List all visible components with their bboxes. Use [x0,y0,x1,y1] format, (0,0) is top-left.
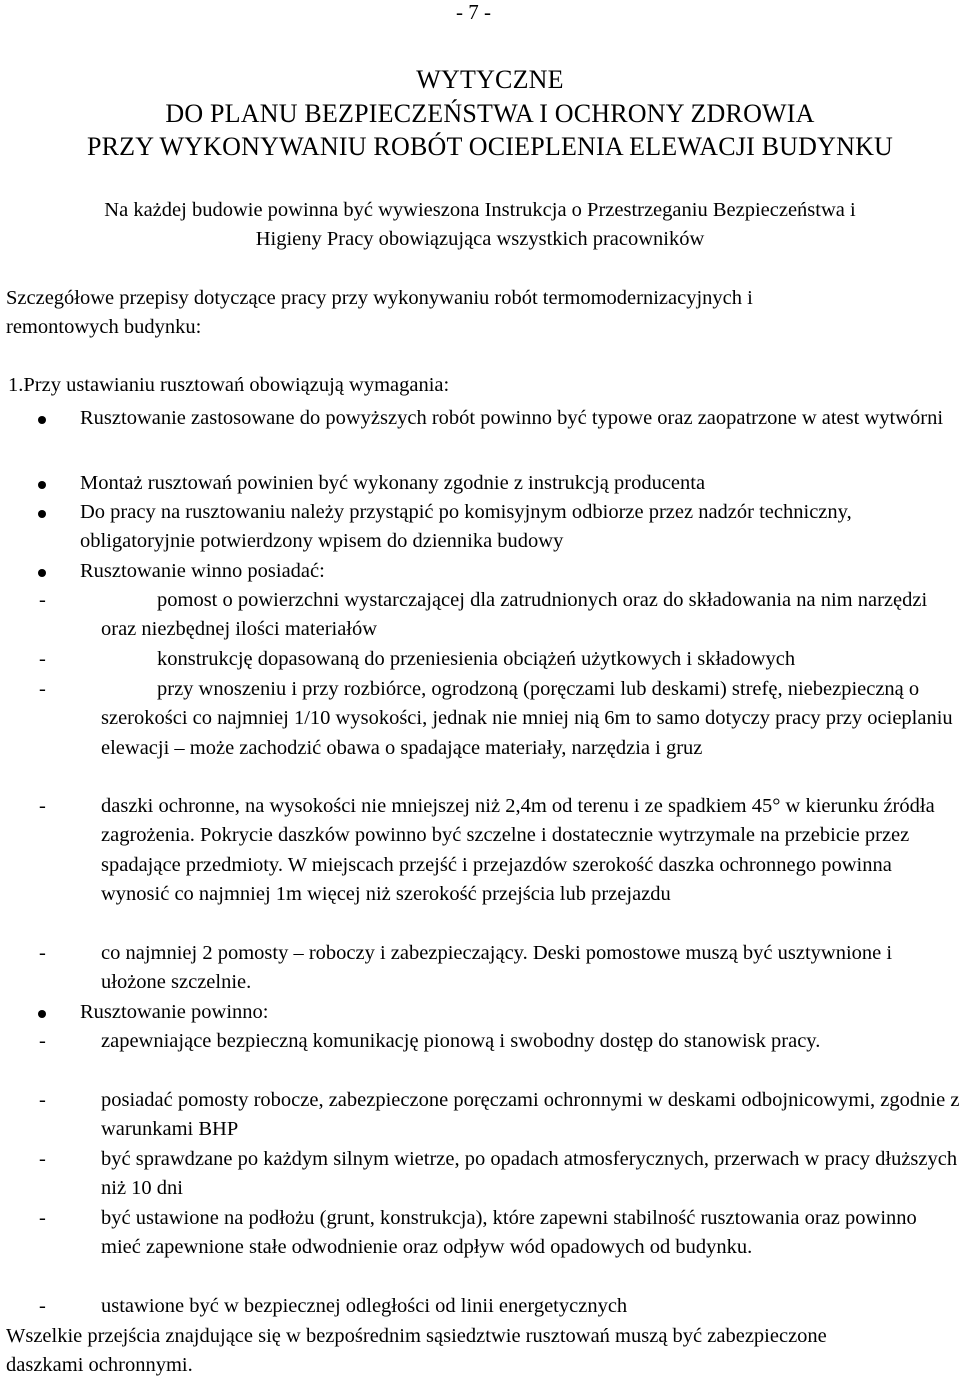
regulations-line-2: remontowych budynku: [6,316,202,339]
regulations-paragraph [6,284,956,343]
bullet-icon [38,569,46,577]
dash-marker: - [39,1295,46,1317]
document-title [0,63,960,164]
page-number: - 7 - [456,0,491,24]
list-item-text: co najmniej 2 pomosty – roboczy i zabezpieczający. Deski pomostowe muszą być usztywnione i ułożone szczelnie. [101,942,893,994]
dash-marker: - [39,1148,46,1170]
list-item-text: Rusztowanie winno posiadać: [80,560,325,582]
regulations-line-1: Szczegółowe przepisy dotyczące pracy przy wykonywaniu robót termomodernizacyjnych i [6,287,753,309]
section-heading: 1.Przy ustawianiu rusztowań obowiązują wymagania: [8,374,450,396]
title-line-3: PRZY WYKONYWANIU ROBÓT OCIEPLENIA ELEWACJI BUDYNKU [86,132,894,161]
title-line-1: WYTYCZNE [416,65,564,94]
list-item-text: Rusztowanie powinno: [80,1001,269,1023]
list-item-text: być ustawione na podłożu (grunt, konstrukcja), które zapewni stabilność rusztowania oraz powinno mieć zapewnione stałe odwodnienie oraz odpływ wód opadowych od budynku. [101,1207,917,1259]
list-item-text: daszki ochronne, na wysokości nie mniejszej niż 2,4m od terenu i ze spadkiem 45° w kierunku źródła zagrożenia. Pokrycie daszków powinno być szczelne i dostatecznie wytrzymale na przebicie przez spadające przedmioty. W miejscach przejść i przejazdów szerokość daszka ochronnego powinna wynosić co najmniej 1m więcej niż szerokość przejścia lub przejazdu [101,795,935,906]
list-item-text: konstrukcję dopasowaną do przeniesienia obciążeń użytkowych i składowych [157,648,796,670]
list-item-text: przy wnoszeniu i przy rozbiórce, ogrodzoną (poręczami lub deskami) strefę, niebezpieczną o szerokości co najmniej 1/10 wysokości, jednak nie mniej nią 6m to samo dotyczy pracy przy ocieplaniu elewacji – może zachodzić obawa o spadające materiały, narzędzia i gruz [101,678,953,759]
dash-marker: - [39,795,46,817]
title-line-2: DO PLANU BEZPIECZEŃSTWA I OCHRONY ZDROWIA [165,98,815,128]
dash-marker: - [39,1089,46,1111]
list-item-text: Rusztowanie zastosowane do powyższych robót powinno być typowe oraz zaopatrzone w atest wytwórni [80,407,944,429]
intro-paragraph [0,196,960,255]
list-item-text: pomost o powierzchni wystarczającej dla zatrudnionych oraz do składowania na nim narzędzi oraz niezbędnej ilości materiałów [101,589,928,641]
list-item-text: zapewniające bezpieczną komunikację pionową i swobodny dostęp do stanowisk pracy. [101,1030,821,1052]
closing-paragraph: Wszelkie przejścia znajdujące się w bezpośrednim sąsiedztwie rusztowań muszą być zabezpieczone daszkami ochronnymi. [6,1325,827,1377]
intro-line-1: Na każdej budowie powinna być wywieszona Instrukcja o Przestrzeganiu Bezpieczeństwa i [104,199,856,221]
dash-marker: - [39,1030,46,1052]
intro-line-2: Higieny Pracy obowiązująca wszystkich pracowników [255,228,705,251]
dash-marker: - [39,942,46,964]
list-item-text: Do pracy na rusztowaniu należy przystąpić po komisyjnym odbiorze przez nadzór techniczny, obligatoryjnie potwierdzony wpisem do dziennika budowy [80,501,852,553]
bullet-icon [38,510,46,518]
bullet-icon [38,1010,46,1018]
bullet-icon [38,416,46,424]
bullet-icon [38,481,46,489]
list-item-text: Montaż rusztowań powinien być wykonany zgodnie z instrukcją producenta [80,472,706,494]
list-item-text: być sprawdzane po każdym silnym wietrze, po opadach atmosferycznych, przerwach w pracy dłuższych niż 10 dni [101,1148,958,1200]
dash-marker: - [39,1207,46,1229]
dash-marker: - [39,589,46,611]
list-item-text: ustawione być w bezpiecznej odległości od linii energetycznych [101,1295,628,1317]
dash-marker: - [39,648,46,670]
dash-marker: - [39,678,46,700]
list-item-text: posiadać pomosty robocze, zabezpieczone poręczami ochronnymi w deskami odbojnicowymi, zgodnie z warunkami BHP [101,1089,960,1141]
